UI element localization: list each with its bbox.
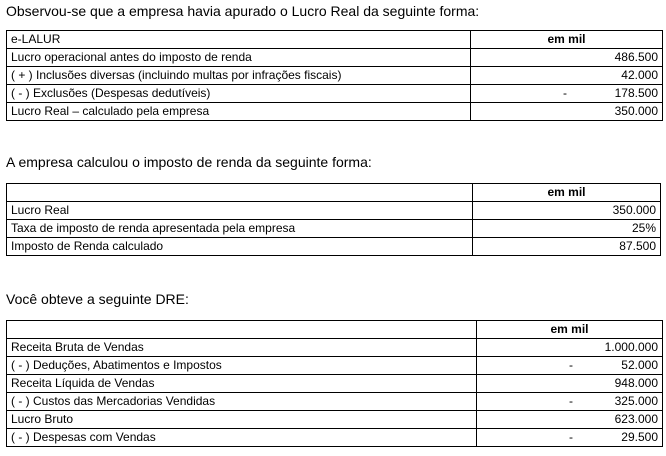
row-value: 623.000 — [614, 412, 658, 426]
table-dre — [6, 320, 663, 447]
table-row — [7, 238, 661, 256]
row-label: Imposto de Renda calculado — [7, 238, 473, 256]
row-label: Receita Bruta de Vendas — [7, 339, 477, 357]
table-row — [7, 429, 663, 447]
table-header-row — [7, 31, 663, 49]
row-label: ( - ) Exclusões (Despesas dedutíveis) — [7, 85, 471, 103]
row-label: Receita Líquida de Vendas — [7, 375, 477, 393]
table-row — [7, 393, 663, 411]
row-value: 29.500 — [621, 430, 658, 444]
table-row — [7, 411, 663, 429]
table-row — [7, 49, 663, 67]
row-value-cell — [473, 202, 661, 220]
table-row — [7, 103, 663, 121]
table-header-row — [7, 321, 663, 339]
row-label: Lucro operacional antes do imposto de renda — [7, 49, 471, 67]
row-value: 486.500 — [614, 50, 658, 64]
row-value-cell — [477, 411, 663, 429]
row-value: 87.500 — [619, 239, 656, 253]
row-value: 25% — [631, 221, 656, 235]
row-sign: - — [563, 86, 567, 100]
row-label: Lucro Real – calculado pela empresa — [7, 103, 471, 121]
row-value: 42.000 — [621, 68, 658, 82]
header-label: e-LALUR — [7, 31, 471, 49]
row-value-cell — [477, 339, 663, 357]
table-imposto-renda — [6, 183, 661, 256]
row-value: 52.000 — [621, 358, 658, 372]
row-value-cell — [477, 375, 663, 393]
row-sign: - — [569, 430, 573, 444]
row-label: ( - ) Custos das Mercadorias Vendidas — [7, 393, 477, 411]
table-row — [7, 67, 663, 85]
row-label: ( - ) Deduções, Abatimentos e Impostos — [7, 357, 477, 375]
row-label: Lucro Real — [7, 202, 473, 220]
row-value-cell — [471, 67, 663, 85]
header-unit: em mil — [471, 31, 663, 49]
row-value-cell — [473, 238, 661, 256]
header-unit: em mil — [473, 184, 661, 202]
row-value-cell — [477, 357, 663, 375]
intro-imposto-renda: A empresa calculou o imposto de renda da seguinte forma: — [6, 154, 372, 170]
table-row — [7, 220, 661, 238]
table-row — [7, 357, 663, 375]
row-value-cell — [471, 103, 663, 121]
row-label: ( - ) Despesas com Vendas — [7, 429, 477, 447]
row-value: 350.000 — [614, 104, 658, 118]
row-label: Taxa de imposto de renda apresentada pela empresa — [7, 220, 473, 238]
header-label — [7, 184, 473, 202]
row-value: 325.000 — [614, 394, 658, 408]
row-sign: - — [569, 358, 573, 372]
row-value-cell — [477, 429, 663, 447]
intro-dre: Você obteve a seguinte DRE: — [6, 291, 189, 307]
row-label: Lucro Bruto — [7, 411, 477, 429]
table-row — [7, 85, 663, 103]
row-value-cell — [477, 393, 663, 411]
row-value-cell — [473, 220, 661, 238]
row-sign: - — [569, 394, 573, 408]
row-value-cell — [471, 85, 663, 103]
table-row — [7, 375, 663, 393]
intro-lucro-real: Observou-se que a empresa havia apurado o Lucro Real da seguinte forma: — [6, 3, 480, 19]
row-value: 1.000.000 — [604, 340, 658, 354]
row-value: 178.500 — [614, 86, 658, 100]
table-header-row — [7, 184, 661, 202]
table-row — [7, 202, 661, 220]
table-row — [7, 339, 663, 357]
table-e-lalur — [6, 30, 663, 121]
row-label: ( + ) Inclusões diversas (incluindo multas por infrações fiscais) — [7, 67, 471, 85]
row-value-cell — [471, 49, 663, 67]
row-value: 350.000 — [612, 203, 656, 217]
header-label — [7, 321, 477, 339]
header-unit: em mil — [477, 321, 663, 339]
row-value: 948.000 — [614, 376, 658, 390]
